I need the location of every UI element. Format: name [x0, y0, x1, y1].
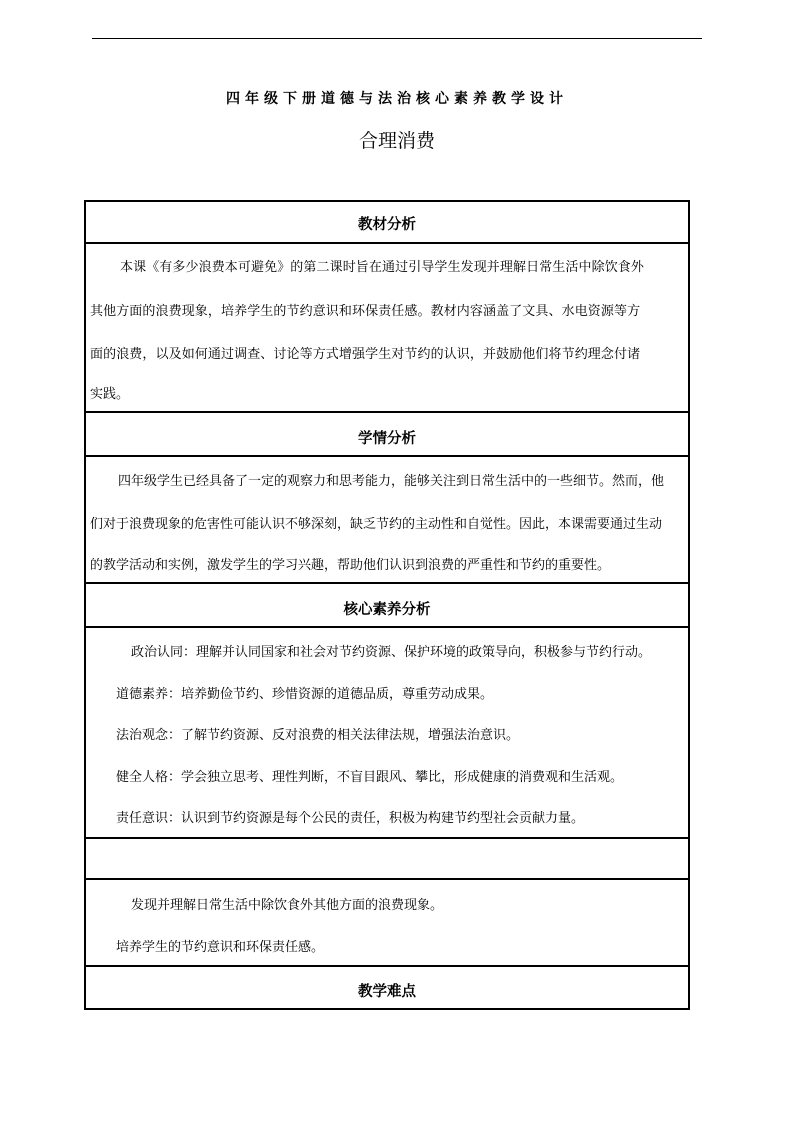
- table-divider: [84, 626, 690, 628]
- list-item: 法治观念：了解节约资源、反对浪费的相关法律法规，增强法治意识。: [116, 728, 520, 743]
- paragraph-line: 的教学活动和实例，激发学生的学习兴趣，帮助他们认识到浪费的严重性和节约的重要性。: [90, 558, 611, 573]
- list-item: 发现并理解日常生活中除饮食外其他方面的浪费现象。: [131, 898, 444, 913]
- literacy-heading: 核心素养分析: [343, 602, 431, 618]
- table-divider: [84, 837, 690, 839]
- students-heading: 学情分析: [358, 431, 416, 447]
- list-item: 政治认同：理解并认同国家和社会对节约资源、保护环境的政策导向，积极参与节约行动。: [131, 645, 652, 660]
- table-divider: [84, 242, 690, 244]
- paragraph-line: 其他方面的浪费现象，培养学生的节约意识和环保责任感。教材内容涵盖了文具、水电资源等方: [90, 304, 641, 319]
- header-rule: [92, 38, 702, 39]
- material-heading: 教材分析: [358, 217, 416, 233]
- paragraph-line: 本课《有多少浪费本可避免》的第二课时旨在通过引导学生发现并理解日常生活中除饮食外: [120, 260, 645, 275]
- document-title: 四年级下册道德与法治核心素养教学设计: [226, 91, 568, 107]
- document-subtitle: 合理消费: [358, 130, 435, 152]
- paragraph-line: 实践。: [90, 387, 130, 402]
- list-item: 道德素养：培养勤俭节约、珍惜资源的道德品质，尊重劳动成果。: [116, 687, 494, 702]
- table-divider: [84, 411, 690, 413]
- table-divider: [84, 582, 690, 584]
- table-divider: [84, 965, 690, 967]
- list-item: 培养学生的节约意识和环保责任感。: [116, 940, 325, 955]
- list-item: 责任意识：认识到节约资源是每个公民的责任，积极为构建节约型社会贡献力量。: [116, 811, 585, 826]
- paragraph-line: 四年级学生已经具备了一定的观察力和思考能力，能够关注到日常生活中的一些细节。然而，他: [118, 474, 665, 489]
- list-item: 健全人格：学会独立思考、理性判断，不盲目跟风、攀比，形成健康的消费观和生活观。: [116, 770, 624, 785]
- table-divider: [84, 878, 690, 880]
- table-divider: [84, 455, 690, 457]
- difficulties-heading: 教学难点: [358, 984, 416, 1000]
- paragraph-line: 们对于浪费现象的危害性可能认识不够深刻，缺乏节约的主动性和自觉性。因此，本课需要通过生动: [90, 517, 663, 532]
- paragraph-line: 面的浪费，以及如何通过调查、讨论等方式增强学生对节约的认识，并鼓励他们将节约理念付诸: [90, 347, 641, 362]
